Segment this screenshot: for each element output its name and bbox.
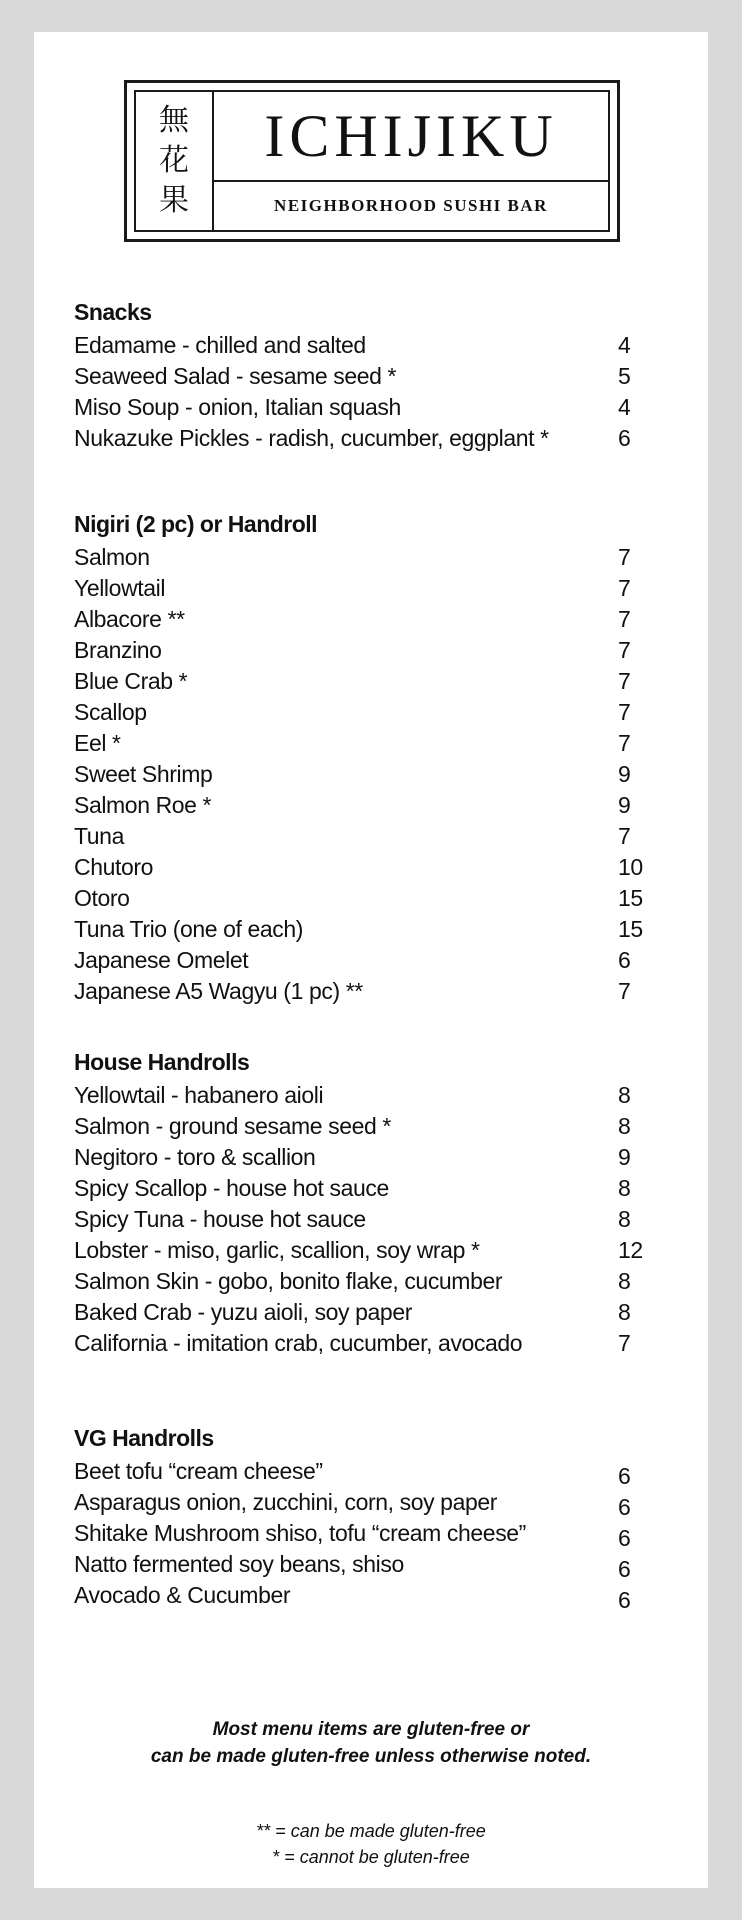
item-name: Baked Crab - yuzu aioli, soy paper xyxy=(74,1299,412,1325)
menu-item xyxy=(74,392,674,423)
menu-item xyxy=(74,821,674,852)
item-name: Edamame - chilled and salted xyxy=(74,332,366,358)
menu-item xyxy=(74,1111,674,1142)
item-name: Chutoro xyxy=(74,854,154,880)
section-title: Snacks xyxy=(74,299,152,325)
item-name: California - imitation crab, cucumber, avocado xyxy=(74,1330,523,1356)
item-price: 6 xyxy=(618,1463,631,1489)
menu-item xyxy=(74,1142,674,1173)
item-name: Salmon Skin - gobo, bonito flake, cucumber xyxy=(74,1268,503,1294)
item-name: Beet tofu “cream cheese” xyxy=(74,1458,323,1484)
section-title: Nigiri (2 pc) or Handroll xyxy=(74,511,318,537)
menu-item xyxy=(74,883,674,914)
item-name: Lobster - miso, garlic, scallion, soy wrap * xyxy=(74,1237,480,1263)
item-price: 8 xyxy=(618,1175,631,1201)
item-name: Scallop xyxy=(74,699,147,725)
menu-item xyxy=(74,1080,674,1111)
item-name: Tuna Trio (one of each) xyxy=(74,916,304,942)
item-price: 7 xyxy=(618,606,631,632)
section-vg-handrolls xyxy=(74,1420,674,1611)
item-name: Spicy Scallop - house hot sauce xyxy=(74,1175,389,1201)
item-name: Albacore ** xyxy=(74,606,185,632)
item-price: 7 xyxy=(618,637,631,663)
gluten-note-line: Most menu items are gluten-free or xyxy=(212,1719,530,1740)
item-name: Otoro xyxy=(74,885,130,911)
item-name: Negitoro - toro & scallion xyxy=(74,1144,316,1170)
section-title: House Handrolls xyxy=(74,1049,250,1075)
item-price: 12 xyxy=(618,1237,643,1263)
menu-item xyxy=(74,945,674,976)
item-price: 8 xyxy=(618,1206,631,1232)
menu-item xyxy=(74,1518,674,1549)
menu-item xyxy=(74,1297,674,1328)
menu-item xyxy=(74,1456,674,1487)
menu-item xyxy=(74,1328,674,1359)
item-price: 6 xyxy=(618,947,631,973)
section-house-handrolls xyxy=(74,1044,674,1359)
item-price: 9 xyxy=(618,792,631,818)
item-price: 9 xyxy=(618,761,631,787)
item-name: Japanese A5 Wagyu (1 pc) ** xyxy=(74,978,363,1004)
logo-inner-frame xyxy=(134,90,610,232)
menu-item xyxy=(74,1487,674,1518)
item-price: 7 xyxy=(618,699,631,725)
gluten-free-note xyxy=(34,1716,708,1770)
menu-item xyxy=(74,1580,674,1611)
menu-item xyxy=(74,604,674,635)
menu-item xyxy=(74,1173,674,1204)
item-price: 15 xyxy=(618,885,643,911)
item-price: 7 xyxy=(618,823,631,849)
item-price: 4 xyxy=(618,332,631,358)
item-price: 5 xyxy=(618,363,631,389)
item-name: Blue Crab * xyxy=(74,668,188,694)
menu-item xyxy=(74,759,674,790)
item-name: Yellowtail xyxy=(74,575,166,601)
gluten-note-line: can be made gluten-free unless otherwise noted. xyxy=(150,1746,592,1767)
menu-item xyxy=(74,330,674,361)
gluten-legend xyxy=(34,1818,708,1870)
item-price: 8 xyxy=(618,1268,631,1294)
logo-kanji-char: 果 xyxy=(159,183,189,218)
logo-kanji-char: 無 xyxy=(159,103,189,138)
item-name: Natto fermented soy beans, shiso xyxy=(74,1551,404,1577)
menu-item xyxy=(74,728,674,759)
menu-item xyxy=(74,1266,674,1297)
item-price: 6 xyxy=(618,1525,631,1551)
item-name: Japanese Omelet xyxy=(74,947,249,973)
menu-item xyxy=(74,423,674,454)
logo-kanji xyxy=(136,92,214,230)
item-name: Nukazuke Pickles - radish, cucumber, eggplant * xyxy=(74,425,549,451)
item-name: Salmon - ground sesame seed * xyxy=(74,1113,391,1139)
section-title: VG Handrolls xyxy=(74,1425,214,1451)
item-price: 8 xyxy=(618,1082,631,1108)
item-price: 10 xyxy=(618,854,643,880)
item-price: 6 xyxy=(618,1556,631,1582)
item-price: 6 xyxy=(618,1494,631,1520)
menu-item xyxy=(74,852,674,883)
item-price: 4 xyxy=(618,394,631,420)
legend-single-asterisk: * = cannot be gluten-free xyxy=(272,1847,470,1867)
section-snacks xyxy=(74,294,674,454)
item-name: Salmon Roe * xyxy=(74,792,212,818)
menu-item xyxy=(74,1549,674,1580)
item-price: 9 xyxy=(618,1144,631,1170)
item-price: 15 xyxy=(618,916,643,942)
menu-item xyxy=(74,1204,674,1235)
item-name: Tuna xyxy=(74,823,124,849)
item-name: Shitake Mushroom shiso, tofu “cream cheese” xyxy=(74,1520,526,1546)
menu-page xyxy=(34,32,708,1888)
menu-item xyxy=(74,1235,674,1266)
item-price: 7 xyxy=(618,544,631,570)
item-price: 6 xyxy=(618,1587,631,1613)
menu-item xyxy=(74,914,674,945)
item-price: 7 xyxy=(618,575,631,601)
item-price: 8 xyxy=(618,1299,631,1325)
menu-item xyxy=(74,573,674,604)
menu-item xyxy=(74,635,674,666)
item-name: Salmon xyxy=(74,544,150,570)
item-name: Spicy Tuna - house hot sauce xyxy=(74,1206,366,1232)
menu-item xyxy=(74,976,674,1007)
item-price: 7 xyxy=(618,668,631,694)
item-price: 7 xyxy=(618,1330,631,1356)
item-name: Yellowtail - habanero aioli xyxy=(74,1082,324,1108)
item-name: Branzino xyxy=(74,637,162,663)
item-price: 6 xyxy=(618,425,631,451)
item-price: 8 xyxy=(618,1113,631,1139)
item-price: 7 xyxy=(618,978,631,1004)
restaurant-logo xyxy=(124,80,620,242)
logo-tagline: NEIGHBORHOOD SUSHI BAR xyxy=(274,196,548,215)
item-name: Eel * xyxy=(74,730,121,756)
item-name: Asparagus onion, zucchini, corn, soy paper xyxy=(74,1489,498,1515)
menu-item xyxy=(74,666,674,697)
logo-kanji-char: 花 xyxy=(159,143,189,178)
menu-item xyxy=(74,542,674,573)
item-name: Sweet Shrimp xyxy=(74,761,213,787)
item-price: 7 xyxy=(618,730,631,756)
menu-item xyxy=(74,361,674,392)
menu-item xyxy=(74,790,674,821)
item-name: Seaweed Salad - sesame seed * xyxy=(74,363,397,389)
legend-double-asterisk: ** = can be made gluten-free xyxy=(256,1821,486,1841)
item-name: Miso Soup - onion, Italian squash xyxy=(74,394,401,420)
section-nigiri xyxy=(74,506,674,1007)
menu-item xyxy=(74,697,674,728)
logo-name: ICHIJIKU xyxy=(214,92,608,182)
item-name: Avocado & Cucumber xyxy=(74,1582,291,1608)
